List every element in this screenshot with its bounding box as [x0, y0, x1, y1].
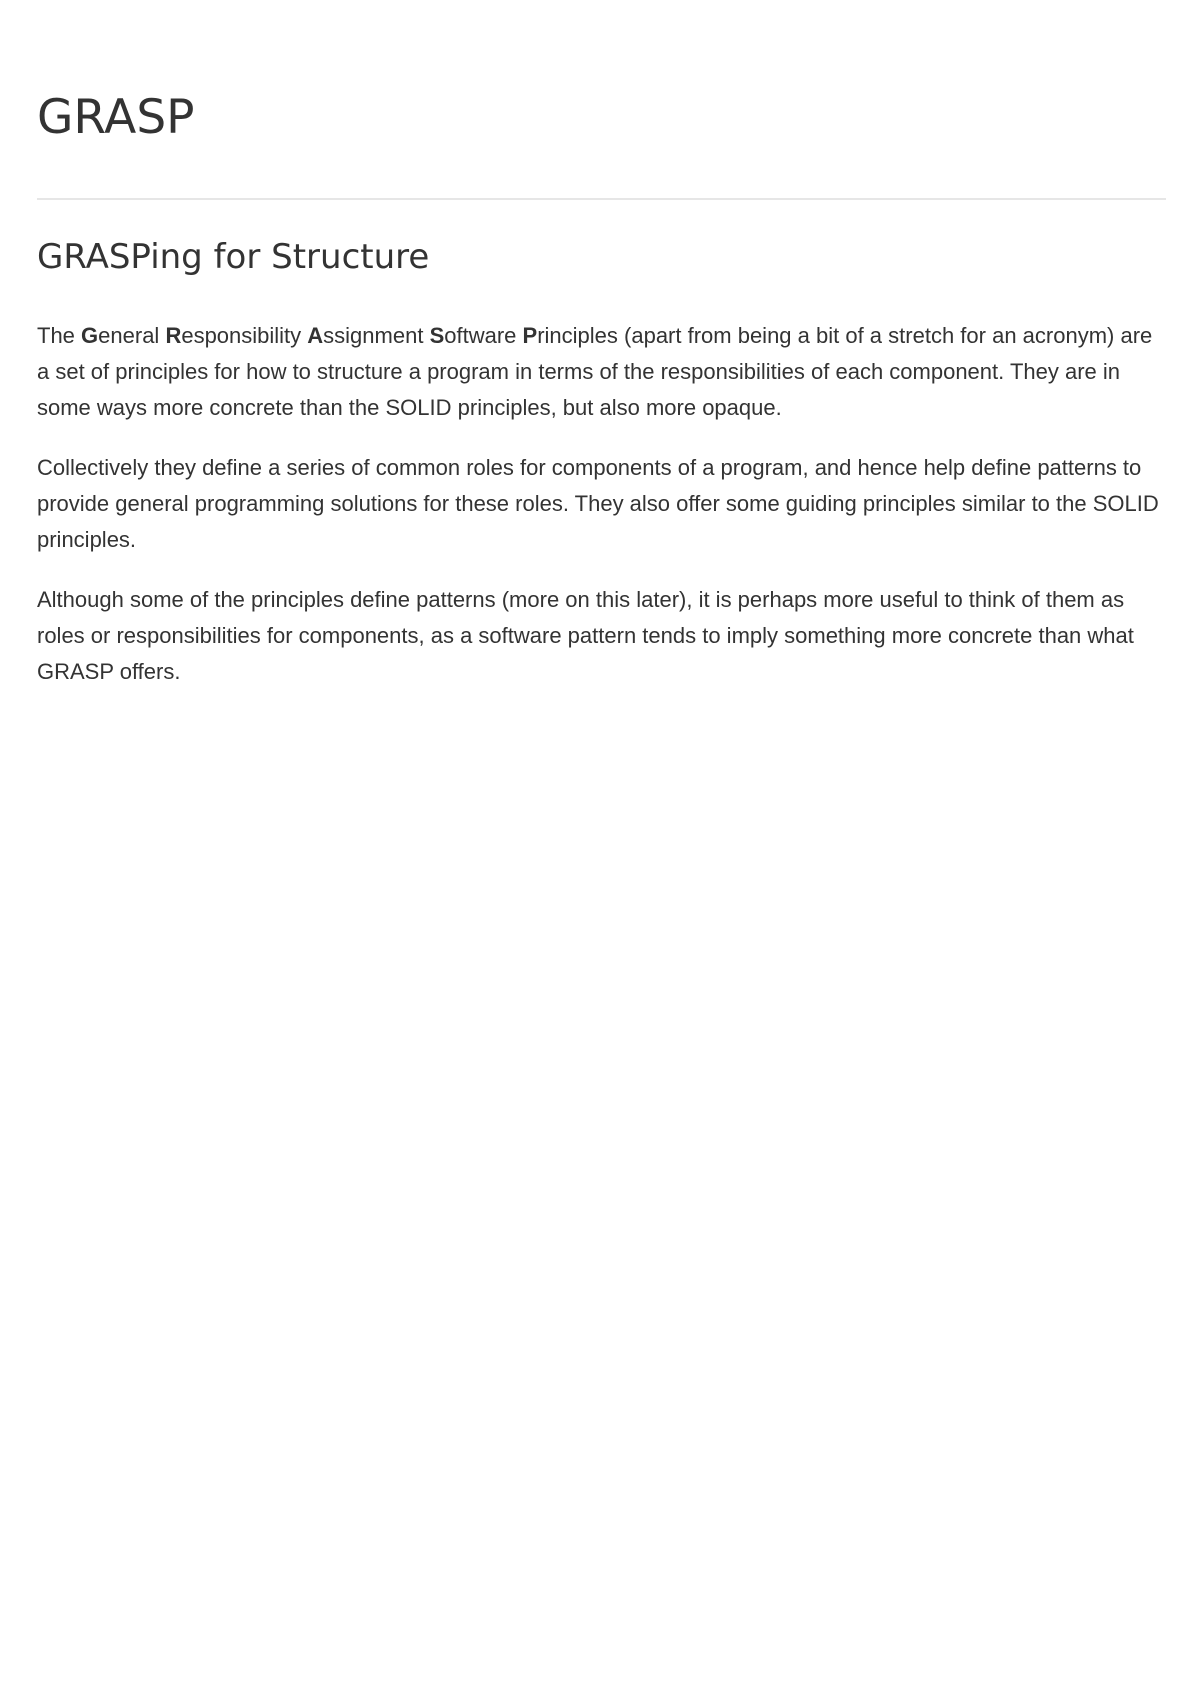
acronym-word-rest: eneral [98, 323, 166, 348]
intro-paragraph [37, 318, 1166, 426]
section-body [37, 318, 1166, 714]
section-heading: GRASPing for Structure [37, 237, 430, 277]
acronym-initial-p: P [522, 323, 538, 348]
acronym-word-rest: ssignment [323, 323, 430, 348]
page-title: GRASP [37, 90, 195, 145]
acronym-word-rest: rinciples [537, 323, 618, 348]
intro-end: (apart from being a bit of a stretch for an acronym) are a set of principles for how to structure a program in terms of the responsibilities of each component. They are in some ways more concrete than the SOLID principles, but also more opaque. [37, 323, 1153, 420]
paragraph-patterns: Although some of the principles define patterns (more on this later), it is perhaps more useful to think of them as roles or responsibilities for components, as a software pattern tends to imply something more concrete than what GRASP offers. [37, 587, 1134, 684]
acronym-word-rest: oftware [444, 323, 523, 348]
title-divider [37, 198, 1166, 200]
paragraph-roles: Collectively they define a series of common roles for components of a program, and hence help define patterns to provide general programming solutions for these roles. They also offer some guiding principles similar to the SOLID principles. [37, 455, 1159, 552]
acronym-initial-s: S [429, 323, 445, 348]
intro-start: The [37, 323, 82, 348]
acronym-initial-a: A [307, 323, 324, 348]
acronym-word-rest: esponsibility [181, 323, 308, 348]
acronym-initial-r: R [165, 323, 182, 348]
acronym-initial-g: G [81, 323, 99, 348]
